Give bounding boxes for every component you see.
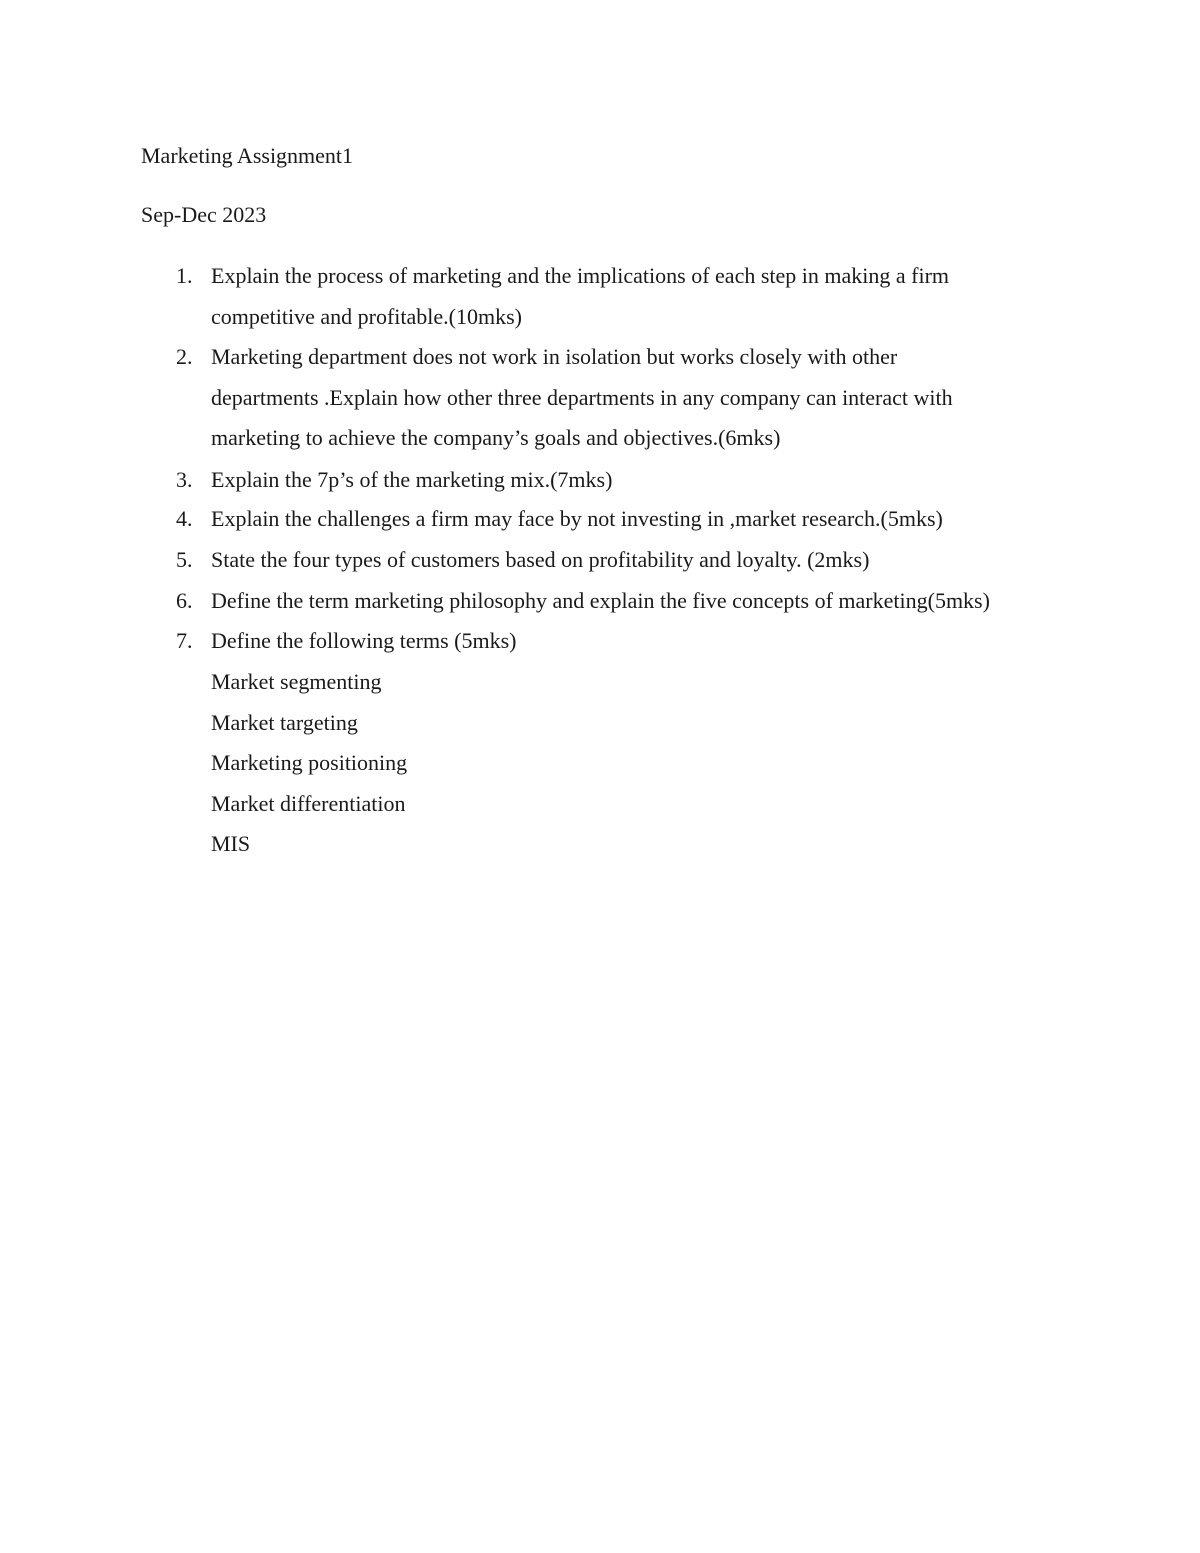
term-item: Marketing positioning [211, 750, 408, 775]
question-number: 5. [176, 547, 193, 572]
question-text-line: Define the term marketing philosophy and explain the five concepts of marketing(5mks) [211, 588, 990, 613]
question-text-line: Explain the process of marketing and the implications of each step in making a firm [211, 263, 950, 288]
term-item: Market targeting [211, 710, 358, 735]
question-number: 2. [176, 344, 193, 369]
question-text-line: competitive and profitable.(10mks) [211, 304, 522, 329]
question-number: 6. [176, 588, 193, 613]
question-text-line: Explain the 7p’s of the marketing mix.(7mks) [211, 467, 613, 492]
question-text-line: State the four types of customers based on profitability and loyalty. (2mks) [211, 547, 870, 572]
question-text-line: Define the following terms (5mks) [211, 628, 517, 653]
question-number: 7. [176, 628, 193, 653]
question-text-line: departments .Explain how other three departments in any company can interact with [211, 385, 953, 410]
question-text-line: Explain the challenges a firm may face by not investing in ,market research.(5mks) [211, 506, 943, 531]
term-item: MIS [211, 831, 251, 856]
document-title: Marketing Assignment1 [141, 143, 354, 168]
term-item: Market differentiation [211, 791, 406, 816]
document-term: Sep-Dec 2023 [141, 202, 267, 227]
question-text-line: marketing to achieve the company’s goals and objectives.(6mks) [211, 425, 781, 450]
question-text-line: Marketing department does not work in isolation but works closely with other [211, 344, 898, 369]
question-number: 1. [176, 263, 193, 288]
question-number: 3. [176, 467, 193, 492]
term-item: Market segmenting [211, 669, 382, 694]
question-number: 4. [176, 506, 193, 531]
